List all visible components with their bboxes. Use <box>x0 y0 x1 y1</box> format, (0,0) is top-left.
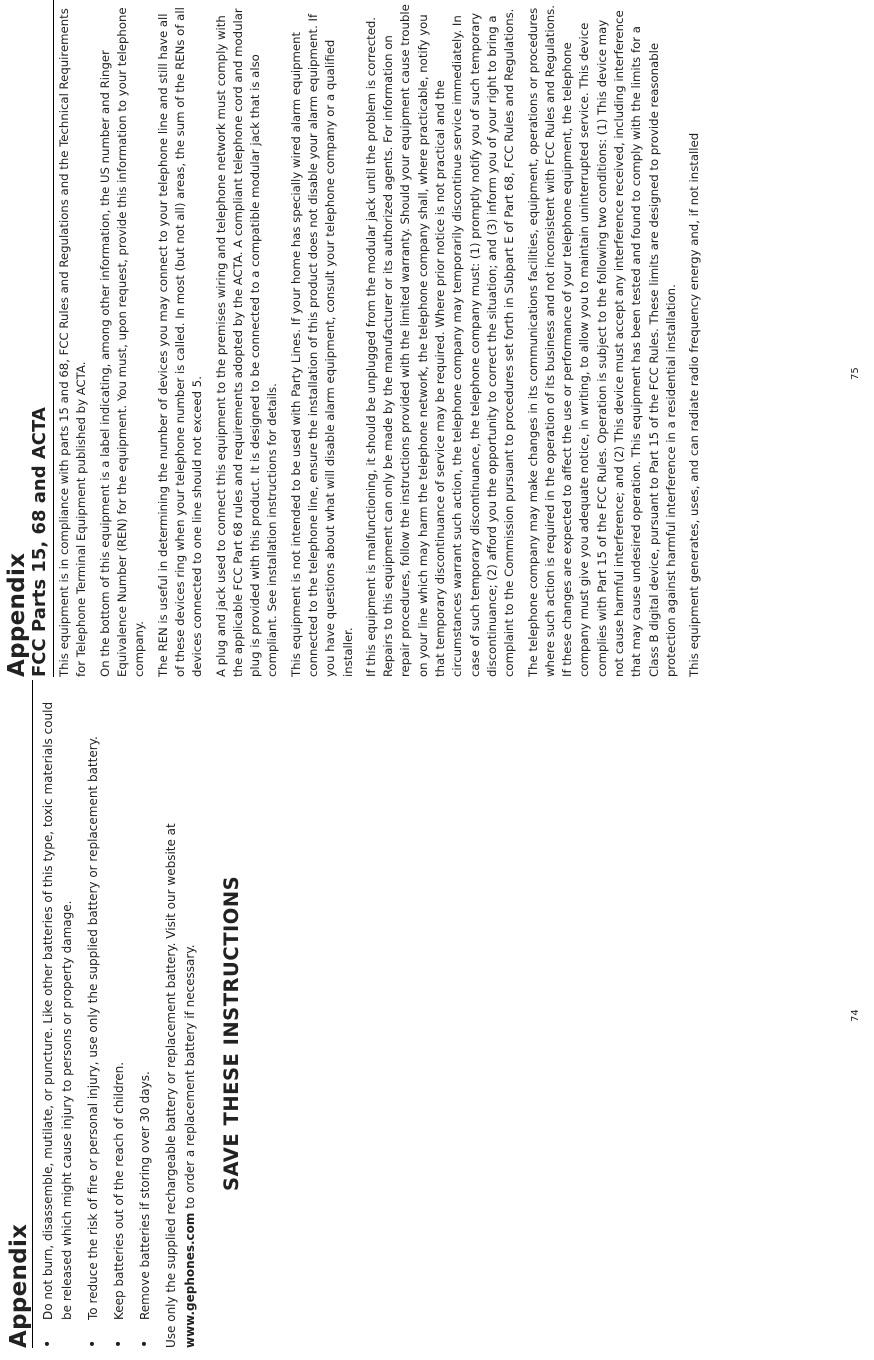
list-item <box>84 690 103 1348</box>
left-page <box>0 680 874 1360</box>
list-item <box>110 690 129 1348</box>
paragraph-compliance: This equipment is in compliance with parts 15 and 68, FCC Rules and Regulations and the Technical Requirements for Telephone Terminal Equipment published by ACTA. <box>57 8 89 677</box>
save-instructions-heading: SAVE THESE INSTRUCTIONS <box>220 875 244 1191</box>
paragraph-rf-energy: This equipment generates, uses, and can radiate radio frequency energy and, if not installed <box>687 132 702 677</box>
list-item-text: Do not burn, disassemble, mutilate, or puncture. Like other batteries of this type, toxic materials could be released which might cause injury to persons or property damage. <box>41 701 75 1320</box>
bullet-icon: • <box>85 1339 102 1348</box>
paragraph-party-lines: This equipment is not intended to be used with Party Lines. If your home has specially wired alarm equipment connected to the telephone line, ensure the installation of this product does not disable your alarm equipment. If you have questions about what will disable alarm equipment, consult your telephone company or a qualified installer. <box>288 13 355 677</box>
page-number: 74 <box>850 1009 861 1022</box>
bullet-icon: • <box>40 1339 57 1348</box>
page-heading: Appendix <box>4 552 30 677</box>
replacement-battery-paragraph <box>162 712 200 1348</box>
heading-divider <box>53 0 54 677</box>
bullet-icon: • <box>111 1339 128 1348</box>
paragraph-label-info: On the bottom of this equipment is a label indicating, among other information, the US number and Ringer Equivalence Number (REN) for the equipment. You must, upon request, provide this information to your telephone company. <box>97 7 147 677</box>
paragraph-text: Use only the supplied rechargeable battery or replacement battery. Visit our website at <box>164 823 179 1348</box>
page-number: 75 <box>850 367 861 380</box>
paragraph-ren: The REN is useful in determining the number of devices you may connect to your telephone line and still have all of these devices ring when your telephone number is called. In most (but not all) areas, the sum of the RENs of all devices connected to one line should not exceed 5. <box>155 7 205 677</box>
page-heading: Appendix <box>6 1223 32 1348</box>
paragraph-company-changes: The telephone company may make changes in its communications facilities, equipment, operations or procedures where such action is required in the operation of its business and not inconsistent with FCC Rules and Regulations. If these changes are expected to affect the use or performance of your telephone equipment, the telephone company must give you adequate notice, in writing, to allow you to maintain uninterrupted service. This device complies with Part 15 of the FCC Rules. Operation is subject to the following two conditions: (1) This device may not cause harmful interference; and (2) This device must accept any interference received, including interference that may cause undesired operation. This equipment has been tested and found to comply with the limits for a Class B digital device, pursuant to Part 15 of the FCC Rules. These limits are designed to provide reasonable protection against harmful interference in a residential installation. <box>525 5 678 677</box>
list-item <box>136 690 155 1348</box>
paragraph-text-end: to order a replacement battery if necessary. <box>183 944 198 1213</box>
bullet-icon: • <box>137 1339 154 1348</box>
heading-divider <box>32 680 33 1348</box>
list-item-text: Keep batteries out of the reach of children. <box>112 1061 127 1320</box>
list-item-text: Remove batteries if storing over 30 days. <box>138 1071 153 1320</box>
list-item <box>39 690 77 1348</box>
list-item-text: To reduce the risk of fire or personal injury, use only the supplied battery or replacement battery. <box>86 736 101 1320</box>
website-link[interactable]: www.gephones.com <box>183 1212 198 1348</box>
paragraph-plug-jack: A plug and jack used to connect this equipment to the premises wiring and telephone network must comply with the applicable FCC Part 68 rules and requirements adopted by the ACTA. A compliant telephone cord and modular plug is provided with this product. It is designed to be connected to a compatible modular jack that is also compliant. See installation instructions for details. <box>213 8 280 677</box>
section-heading: FCC Parts 15, 68 and ACTA <box>29 407 51 677</box>
bullet-list <box>39 680 155 1348</box>
paragraph-malfunction: If this equipment is malfunctioning, it should be unplugged from the modular jack until the problem is corrected. Repairs to this equipment can only be made by the manufacturer or its authorized agents. For information on repair procedures, follow the instructions provided with the limited warranty. Should your equipment cause trouble on your line which may harm the telephone network, the telephone company shall, where practicable, notify you that temporary discontinuance of service may be required. Where prior notice is not practical and the circumstances warrant such action, the telephone company may temporarily discontinue service immediately. In case of such temporary discontinuance, the telephone company must: (1) promptly notify you of such temporary discontinuance; (2) afford you the opportunity to correct the situation; and (3) inform you of your right to bring a complaint to the Commission pursuant to procedures set forth in Subpart E of Part 68, FCC Rules and Regulations. <box>363 4 517 677</box>
